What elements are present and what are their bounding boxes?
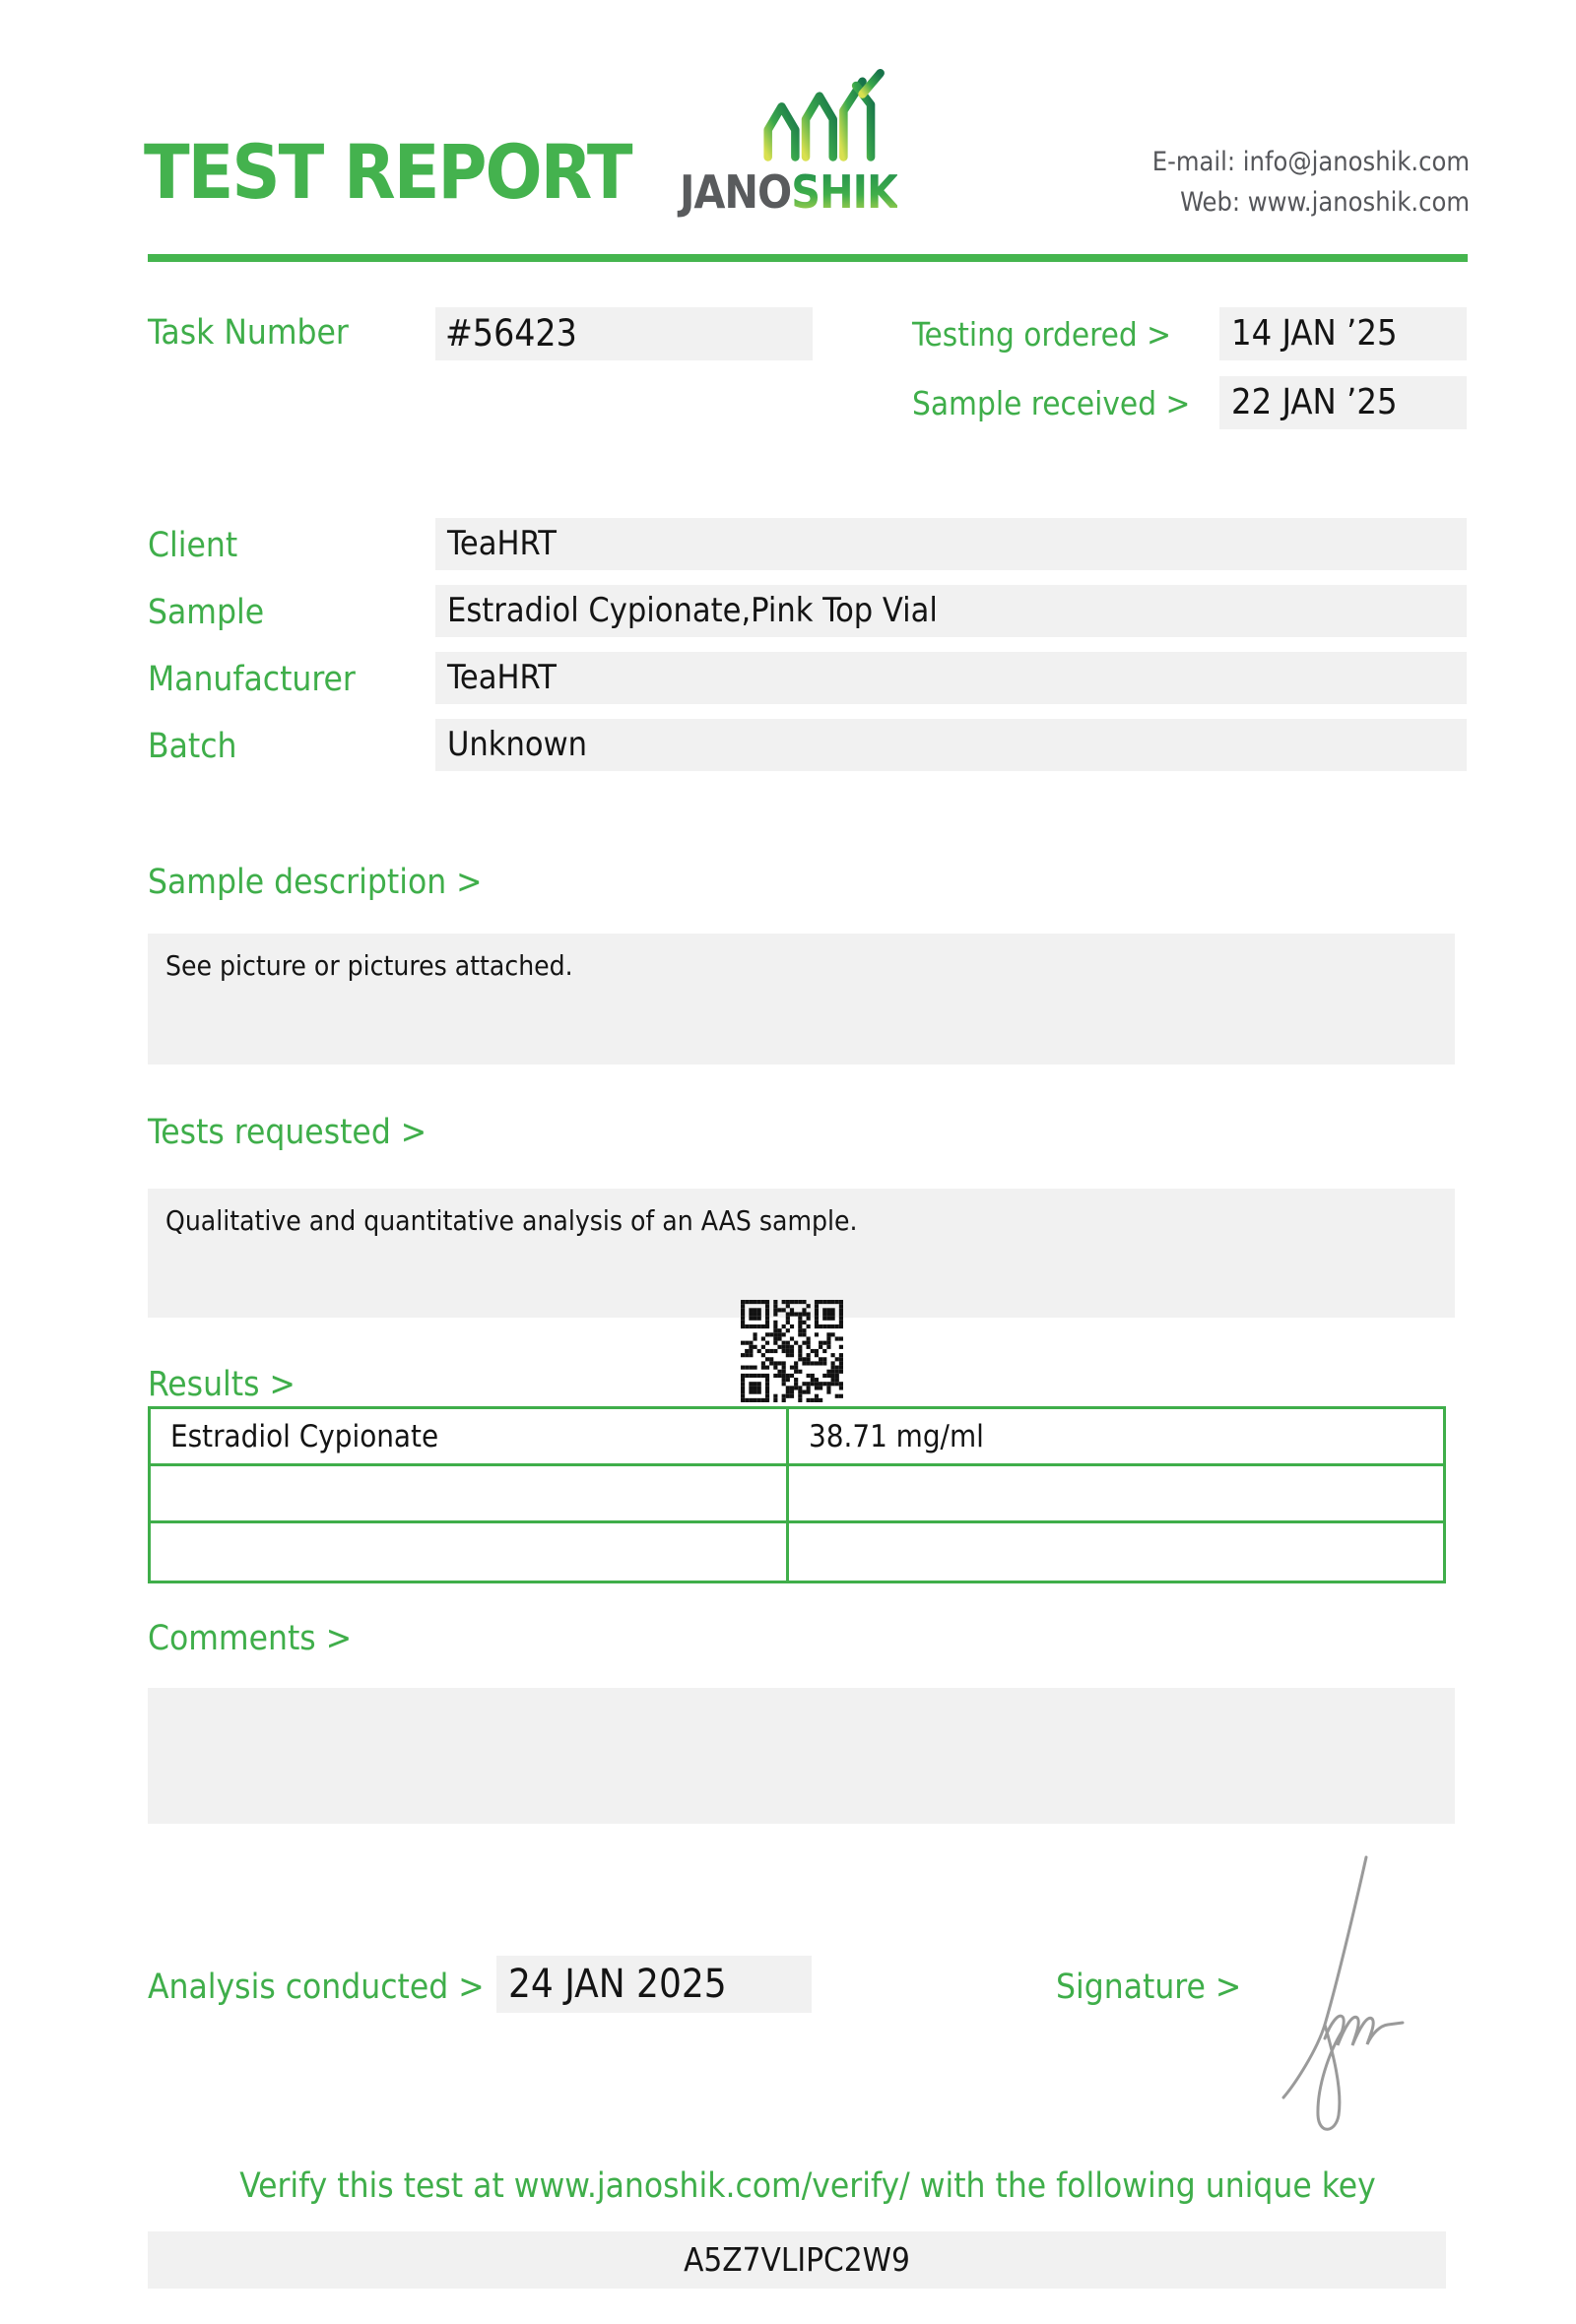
manufacturer-label: Manufacturer	[148, 660, 356, 699]
header-divider	[148, 254, 1468, 262]
contact-web: Web: www.janoshik.com	[1180, 187, 1470, 218]
result-row-2-value	[789, 1466, 1443, 1523]
batch-value: Unknown	[435, 719, 1467, 771]
page-title: TEST REPORT	[144, 128, 631, 216]
result-row-2-name	[151, 1466, 789, 1523]
contact-email: E-mail: info@janoshik.com	[1151, 147, 1470, 177]
result-row-3-value	[789, 1523, 1443, 1581]
results-table	[148, 1406, 1446, 1583]
verify-instruction: Verify this test at www.janoshik.com/verify/ with the following unique key	[239, 2166, 1376, 2206]
sample-label: Sample	[148, 593, 265, 632]
testing-ordered-value: 14 JAN ’25	[1219, 307, 1467, 360]
batch-label: Batch	[148, 727, 237, 766]
client-label: Client	[148, 526, 238, 565]
testing-ordered-label: Testing ordered >	[912, 315, 1172, 354]
result-row-1-name: Estradiol Cypionate	[151, 1409, 789, 1466]
verify-key: A5Z7VLIPC2W9	[148, 2231, 1446, 2289]
tests-requested-heading: Tests requested >	[148, 1113, 427, 1152]
logo-shik-text: SHIK	[791, 165, 898, 219]
analysis-conducted-label: Analysis conducted >	[148, 1968, 485, 2007]
client-value: TeaHRT	[435, 518, 1467, 570]
result-row-1-value: 38.71 mg/ml	[789, 1409, 1443, 1466]
analysis-conducted-value: 24 JAN 2025	[496, 1956, 812, 2013]
signature-label: Signature >	[1056, 1968, 1242, 2007]
sample-description-heading: Sample description >	[148, 863, 483, 902]
results-heading: Results >	[148, 1365, 296, 1404]
contact-info	[1152, 142, 1470, 223]
manufacturer-value: TeaHRT	[435, 652, 1467, 704]
sample-value: Estradiol Cypionate,Pink Top Vial	[435, 585, 1467, 637]
signature-image	[1264, 1849, 1413, 2145]
comments-heading: Comments >	[148, 1619, 353, 1658]
tests-requested-box	[148, 1189, 1455, 1318]
logo-wordmark	[680, 165, 896, 219]
sample-received-value: 22 JAN ’25	[1219, 376, 1467, 429]
sample-description-text: See picture or pictures attached.	[165, 949, 573, 982]
qr-code	[741, 1300, 843, 1402]
comments-box	[148, 1688, 1455, 1824]
sample-received-label: Sample received >	[912, 384, 1191, 422]
task-number-value: #56423	[435, 307, 813, 360]
result-row-3-name	[151, 1523, 789, 1581]
task-number-label: Task Number	[148, 313, 349, 353]
tests-requested-text: Qualitative and quantitative analysis of an AAS sample.	[165, 1204, 858, 1237]
logo-jano-text: JANO	[680, 165, 792, 219]
logo-chart-icon	[752, 69, 891, 165]
sample-description-box	[148, 934, 1455, 1065]
